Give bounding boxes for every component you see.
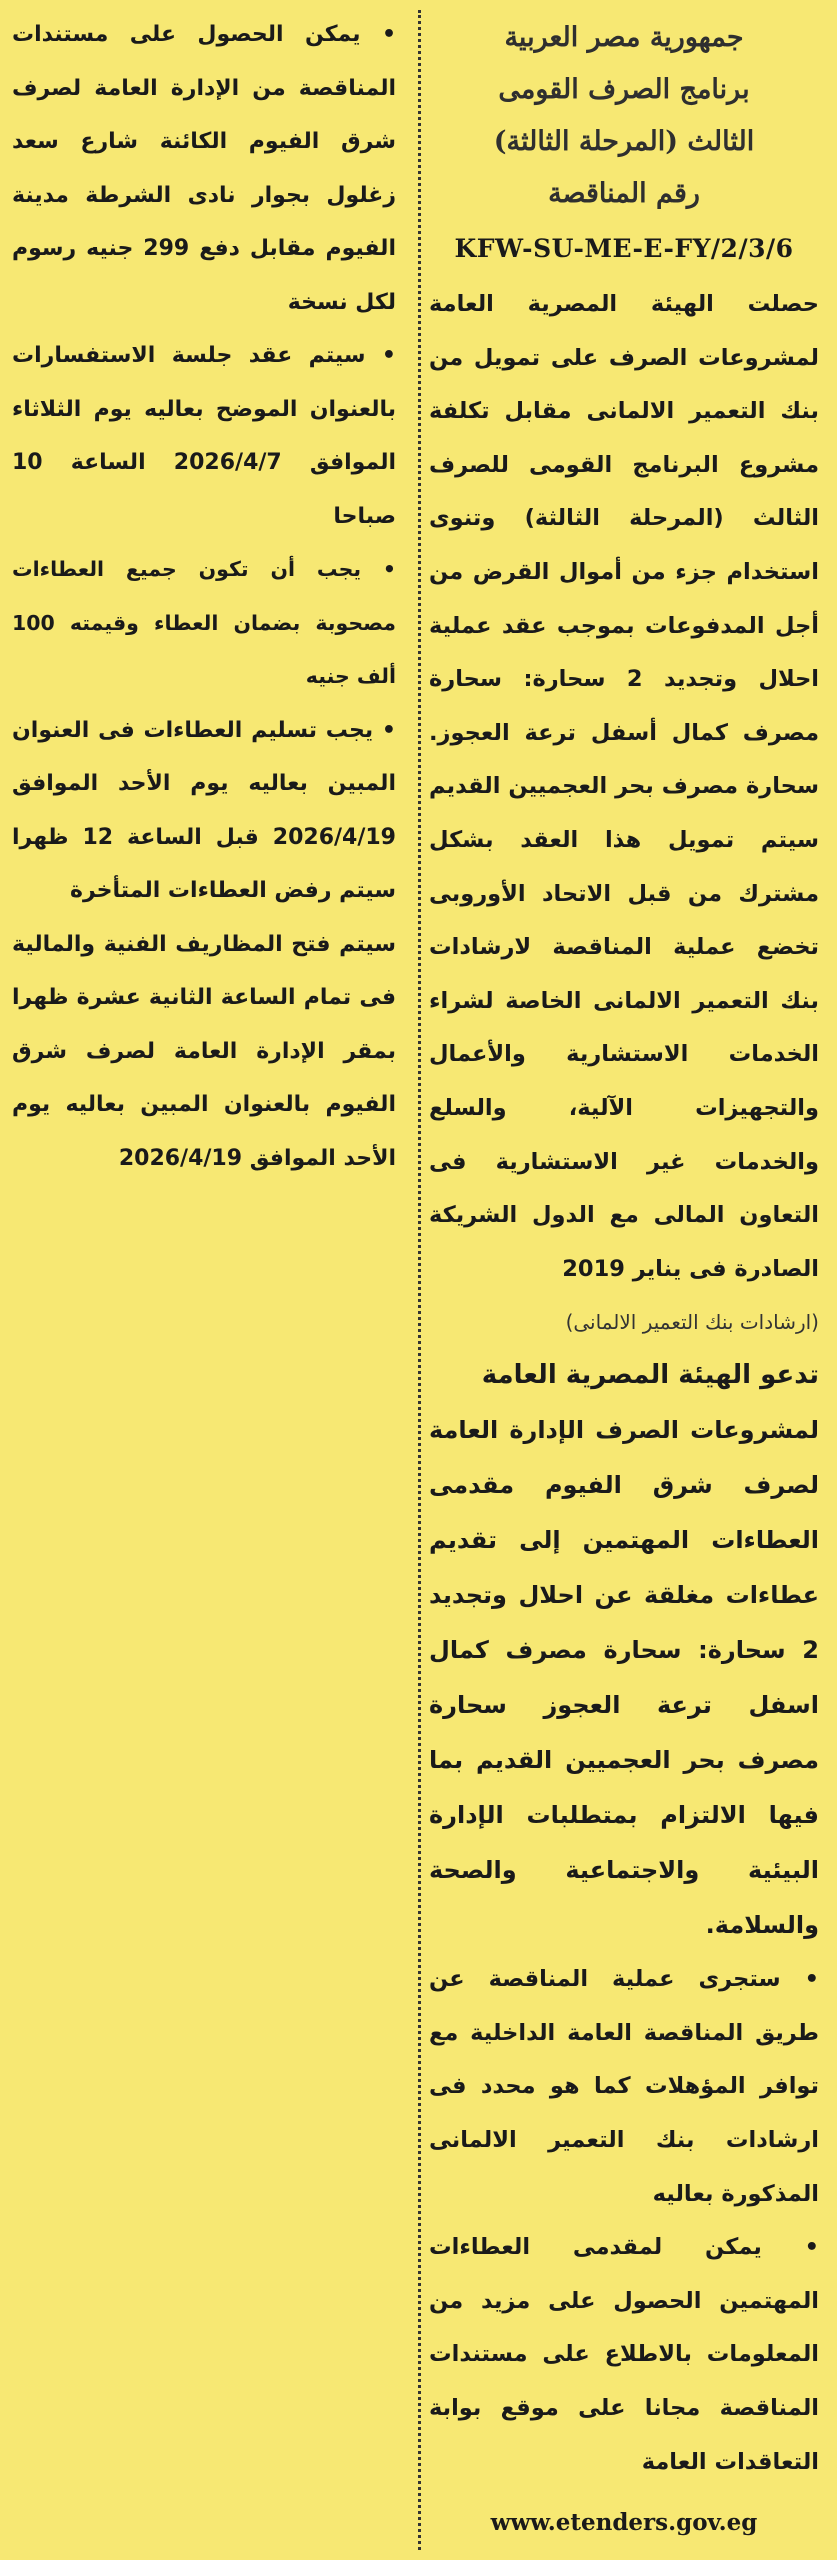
notice-header	[429, 12, 819, 220]
opening-paragraph: سيتم فتح المظاريف الفنية والمالية فى تمام الساعة الثانية عشرة ظهرا بمقر الإدارة العامة لصرف شرق الفيوم بالعنوان المبين بعاليه يوم الأحد الموافق 2026/4/19	[12, 931, 396, 1171]
clarification-meeting-bullet: • سيتم عقد جلسة الاستفسارات بالعنوان الموضح بعاليه يوم الثلاثاء الموافق 2026/4/7 الساعة 10 صباحا	[12, 343, 397, 529]
column-divider	[418, 10, 421, 2550]
etenders-link[interactable]: www.etenders.gov.eg	[490, 2509, 758, 2537]
program-title: برنامج الصرف القومى	[498, 74, 750, 105]
procedure-bullet: • ستجرى عملية المناقصة عن طريق المناقصة العامة الداخلية مع توافر المؤهلات كما هو محدد فى ارشادات بنك التعمير الالمانى المذكورة بعاليه	[429, 1966, 819, 2207]
guidelines-note: (ارشادات بنك التعمير الالمانى)	[565, 1310, 819, 1335]
tender-number-label: رقم المناقصة	[548, 178, 700, 209]
bid-security-bullet: • يجب أن تكون جميع العطاءات مصحوبة بضمان العطاء وقيمته 100 ألف جنيه	[12, 557, 396, 688]
left-column	[0, 0, 404, 1185]
funding-intro-paragraph: حصلت الهيئة المصرية العامة لمشروعات الصرف على تمويل من بنك التعمير الالمانى مقابل تكلفة مشروع البرنامج القومى للصرف الثالث (المرحلة الثالثة) وتنوى استخدام جزء من أموال القرض من أجل المدفوعات بموجب عقد عملية احلال وتجديد 2 سحارة: سحارة مصرف كمال أسفل ترعة العجوز. سحارة مصرف بحر العجميين القديم سيتم تمويل هذا العقد بشكل مشترك من قبل الاتحاد الأوروبى تخضع عملية المناقصة لارشادات بنك التعمير الالمانى الخاصة لشراء الخدمات الاستشارية والأعمال والتجهيزات الآلية، والسلع والخدمات غير الاستشارية فى التعاون المالى مع الدول الشريكة الصادرة فى يناير 2019	[429, 291, 820, 1282]
country-title: جمهورية مصر العربية	[504, 22, 744, 53]
program-phase: الثالث (المرحلة الثالثة)	[493, 126, 755, 157]
information-bullet: • يمكن لمقدمى العطاءات المهتمين الحصول على مزيد من المعلومات بالاطلاع على مستندات المناقصة مجانا على موقع بوابة التعاقدات العامة	[429, 2234, 819, 2475]
invitation-body: لمشروعات الصرف الإدارة العامة لصرف شرق الفيوم مقدمى العطاءات المهتمين إلى تقديم عطاءات مغلقة عن احلال وتجديد 2 سحارة: سحارة مصرف كمال اسفل ترعة العجوز سحارة مصرف بحر العجميين القديم بما فيها الالتزام بمتطلبات الإدارة البيئية والاجتماعية والصحة والسلامة.	[429, 1416, 819, 1940]
invitation-title: تدعو الهيئة المصرية العامة	[481, 1360, 819, 1391]
right-column	[417, 0, 837, 2551]
tender-number: KFW-SU-ME-E-FY/2/3/6	[454, 234, 794, 263]
documents-bullet: • يمكن الحصول على مستندات المناقصة من الإدارة العامة لصرف شرق الفيوم الكائنة شارع سعد زغلول بجوار نادى الشرطة مدينة الفيوم مقابل دفع 299 جنيه رسوم لكل نسخة	[12, 22, 396, 315]
submission-bullet: • يجب تسليم العطاءات فى العنوان المبين بعاليه يوم الأحد الموافق 2026/4/19 قبل الساعة 12 ظهرا سيتم رفض العطاءات المتأخرة	[12, 717, 396, 903]
